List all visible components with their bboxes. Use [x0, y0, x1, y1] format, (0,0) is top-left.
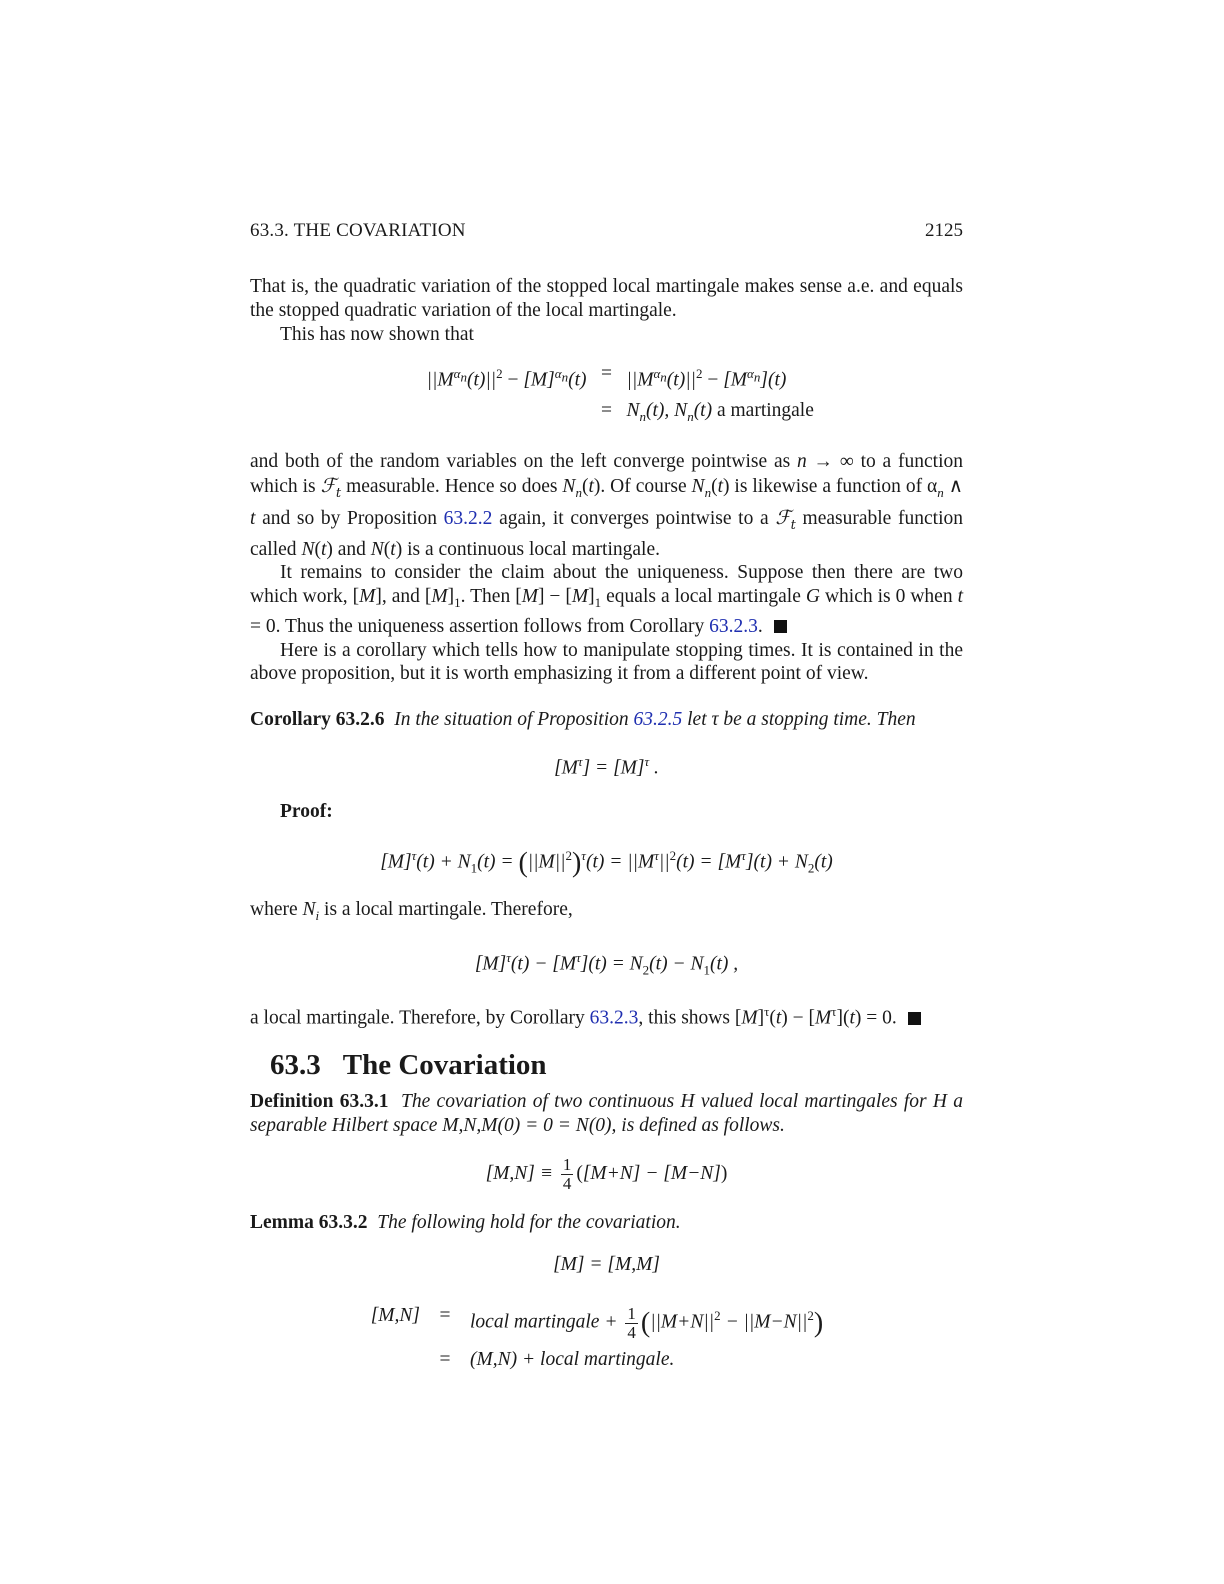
proof-label: Proof: [280, 801, 333, 823]
display-equation: $[M]^\tau(t) - [M^\tau](t) = N_2(t) - N_1(t)$ , [474, 949, 739, 978]
definition-statement: Definition 63.3.1 The covariation of two continuous H valued local martingales for H a separable Hilbert space M,N,M(0) = 0 = N(0), is defined as follows. [250, 1091, 963, 1137]
display-equation: $[M^\tau] = [M]^\tau$ . [554, 754, 659, 779]
proposition-link[interactable]: 63.2.2 [443, 507, 493, 529]
paragraph: It remains to consider the claim about the uniqueness. Suppose then there are two which work, [M], and $[M]_1$. Then $[M] - [M]_1$ equals a local martingale G which is 0 when t = 0. Thus the uniqueness assertion follows from Corollary 63.2.3. [250, 562, 963, 637]
proposition-link[interactable]: 63.2.5 [633, 709, 683, 731]
display-equation: [M,N] ≡ $\frac{1}{4}$ ([M+N] − [M−N]) [485, 1154, 728, 1193]
paragraph: a local martingale. Therefore, by Corollary 63.2.3, this shows $[M]^\tau(t) - [M^\tau](t) = 0$. [250, 1000, 963, 1030]
paragraph: That is, the quadratic variation of the stopped local martingale makes sense a.e. and equals the stopped quadratic variation of the local martingale. [250, 276, 963, 321]
paragraph: Here is a corollary which tells how to manipulate stopping times. It is contained in the above proposition, but it is worth emphasizing it from a different point of view. [250, 639, 963, 685]
corollary-link[interactable]: 63.2.3 [709, 615, 758, 637]
corollary-statement: Corollary 63.2.6 In the situation of Proposition 63.2.5 let τ be a stopping time. Then [250, 709, 916, 731]
lemma-statement: Lemma 63.3.2 The following hold for the covariation. [250, 1211, 681, 1233]
qed-square-icon [908, 1012, 921, 1025]
paragraph: and both of the random variables on the left converge pointwise as n → ∞ to a function which is ℱ$_t$ measurable. Hence so does $N_n(t)$. Of course $N_n(t)$ is likewise a function of $\alpha_n$ ∧ t and so by Proposition 63.2.2 again, it converges pointwise to a ℱ$_t$ measurable function called N(t) and N(t) is a continuous local martingale. [250, 451, 963, 560]
display-equation: [M] = [M,M] [553, 1253, 660, 1275]
section-heading: 63.3 The Covariation [270, 1049, 547, 1082]
definition-label: Definition 63.3.1 [250, 1091, 389, 1113]
running-header-section: 63.3. THE COVARIATION [250, 220, 466, 241]
display-equation: $[M]^\tau(t) + N_1(t) = (||M||^2)^\tau(t) = ||M^\tau||^2(t) = [M^\tau](t) + N_2(t)$ [380, 847, 833, 879]
paragraph: This has now shown that [280, 323, 474, 345]
page-number: 2125 [925, 220, 963, 241]
lemma-label: Lemma 63.3.2 [250, 1211, 368, 1233]
corollary-label: Corollary 63.2.6 [250, 709, 385, 731]
paragraph: where $N_i$ is a local martingale. Therefore, [250, 899, 573, 924]
running-header [250, 220, 963, 242]
corollary-link[interactable]: 63.2.3 [589, 1007, 639, 1029]
qed-square-icon [774, 620, 787, 633]
page-body [250, 275, 963, 1394]
display-equation-aligned: [M,N] = local martingale + $\frac{1}{4}$ $(||M+N||^2 - ||M-N||^2)$ = (M,N) + local martingale. [370, 1303, 824, 1370]
display-equation-aligned: $||M^{\alpha_n}(t)||^2 - [M]^{\alpha_n}(t)$ = $||M^{\alpha_n}(t)||^2 - [M^{\alpha_n}](t)$ = $N_n(t)$, $N_n(t)$ a martingale [426, 363, 814, 424]
